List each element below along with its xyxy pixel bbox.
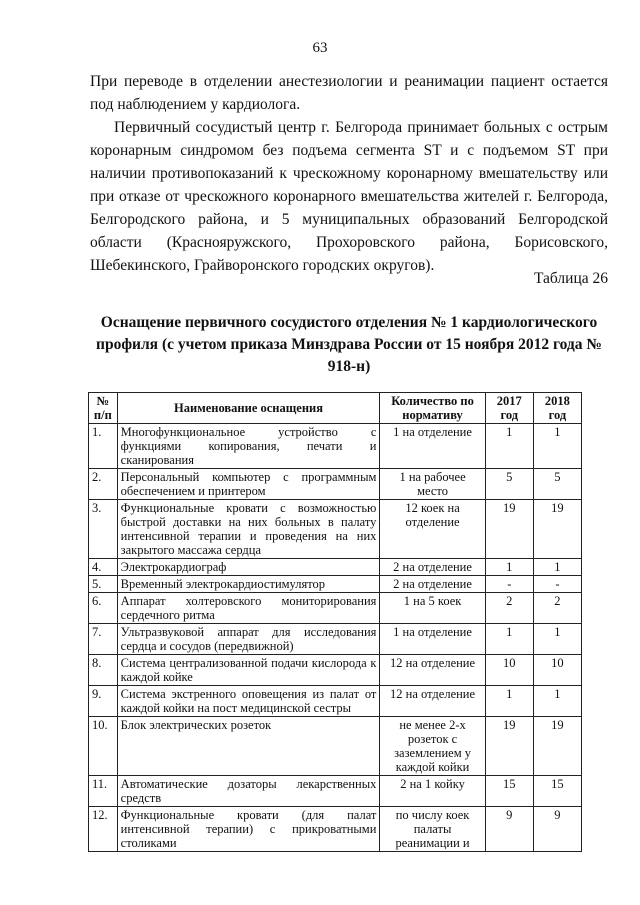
cell-2018: 15 <box>533 776 581 807</box>
equipment-table <box>88 392 582 852</box>
cell-name: Система экстренного оповещения из палат от каждой койки на пост медицинской сестры <box>117 686 380 717</box>
table-label: Таблица 26 <box>533 270 608 287</box>
cell-qty: 1 на 5 коек <box>380 593 485 624</box>
cell-2017: 15 <box>485 776 533 807</box>
table-row <box>89 717 582 776</box>
cell-2018: 1 <box>533 559 581 576</box>
cell-num: 6. <box>89 593 118 624</box>
cell-name: Система централизованной подачи кислорода к каждой койке <box>117 655 380 686</box>
cell-2017: 9 <box>485 807 533 852</box>
cell-2018: 9 <box>533 807 581 852</box>
cell-2018: - <box>533 576 581 593</box>
cell-qty: 1 на отделение <box>380 424 485 469</box>
table-row <box>89 655 582 686</box>
cell-2017: - <box>485 576 533 593</box>
cell-2017: 5 <box>485 469 533 500</box>
cell-2018: 5 <box>533 469 581 500</box>
cell-2017: 19 <box>485 500 533 559</box>
table-row <box>89 559 582 576</box>
cell-name: Временный электрокардиостимулятор <box>117 576 380 593</box>
header-qty: Количество по нормативу <box>380 393 485 424</box>
table-row <box>89 807 582 852</box>
header-name: Наименование оснащения <box>117 393 380 424</box>
cell-name: Персональный компьютер с программным обеспечением и принтером <box>117 469 380 500</box>
cell-name: Ультразвуковой аппарат для исследования сердца и сосудов (передвижной) <box>117 624 380 655</box>
cell-qty: 12 коек на отделение <box>380 500 485 559</box>
cell-qty: 2 на 1 койку <box>380 776 485 807</box>
cell-num: 2. <box>89 469 118 500</box>
cell-num: 10. <box>89 717 118 776</box>
cell-name: Многофункциональное устройство с функциями копирования, печати и сканирования <box>117 424 380 469</box>
cell-qty: 12 на отделение <box>380 655 485 686</box>
table-row <box>89 576 582 593</box>
cell-num: 1. <box>89 424 118 469</box>
cell-num: 4. <box>89 559 118 576</box>
table-header-row <box>89 393 582 424</box>
table-row <box>89 593 582 624</box>
cell-qty: по числу коек палаты реанимации и <box>380 807 485 852</box>
header-num: № п/п <box>89 393 118 424</box>
cell-num: 11. <box>89 776 118 807</box>
cell-name: Функциональные кровати с возможностью быстрой доставки на них больных в палату интенсивной терапии и проведения на них закрытого массажа сердца <box>117 500 380 559</box>
paragraph-2: Первичный сосудистый центр г. Белгорода принимает больных с острым коронарным синдромом без подъема сегмента ST и с подъемом ST при наличии противопоказаний к чрескожному коронарному вмешательству или при отказе от чрескожного коронарного вмешательства жителей г. Белгорода, Белгородского района, и 5 муниципальных образований Белгородской области (Краснояружского, Прохоровского района, Борисовского, Шебекинского, Грайворонского городских округов). <box>90 119 608 274</box>
table-row <box>89 424 582 469</box>
table-row <box>89 686 582 717</box>
table-row <box>89 469 582 500</box>
cell-2018: 1 <box>533 424 581 469</box>
cell-qty: не менее 2-х розеток с заземлением у каждой койки <box>380 717 485 776</box>
paragraph-1: При переводе в отделении анестезиологии и реанимации пациент остается под наблюдением у кардиолога. <box>90 73 608 113</box>
cell-2017: 1 <box>485 686 533 717</box>
cell-2018: 19 <box>533 500 581 559</box>
cell-2017: 1 <box>485 624 533 655</box>
cell-num: 9. <box>89 686 118 717</box>
cell-2018: 19 <box>533 717 581 776</box>
cell-2017: 1 <box>485 559 533 576</box>
table-row <box>89 500 582 559</box>
cell-2018: 10 <box>533 655 581 686</box>
table-row <box>89 624 582 655</box>
cell-2018: 2 <box>533 593 581 624</box>
header-2017: 2017 год <box>485 393 533 424</box>
cell-2017: 19 <box>485 717 533 776</box>
cell-num: 5. <box>89 576 118 593</box>
cell-2018: 1 <box>533 624 581 655</box>
cell-name: Автоматические дозаторы лекарственных средств <box>117 776 380 807</box>
cell-num: 8. <box>89 655 118 686</box>
header-2018: 2018 год <box>533 393 581 424</box>
cell-name: Электрокардиограф <box>117 559 380 576</box>
table-title: Оснащение первичного сосудистого отделения № 1 кардиологического профиля (с учетом приказа Минздрава России от 15 ноября 2012 года № 918-н) <box>96 314 602 375</box>
cell-qty: 1 на отделение <box>380 624 485 655</box>
cell-2018: 1 <box>533 686 581 717</box>
cell-num: 3. <box>89 500 118 559</box>
page-number: 63 <box>312 40 328 56</box>
cell-num: 7. <box>89 624 118 655</box>
cell-qty: 2 на отделение <box>380 576 485 593</box>
cell-2017: 1 <box>485 424 533 469</box>
cell-qty: 2 на отделение <box>380 559 485 576</box>
cell-qty: 1 на рабочее место <box>380 469 485 500</box>
cell-name: Блок электрических розеток <box>117 717 380 776</box>
cell-2017: 10 <box>485 655 533 686</box>
cell-name: Функциональные кровати (для палат интенсивной терапии) с прикроватными столиками <box>117 807 380 852</box>
cell-name: Аппарат холтеровского мониторирования сердечного ритма <box>117 593 380 624</box>
cell-2017: 2 <box>485 593 533 624</box>
table-row <box>89 776 582 807</box>
cell-num: 12. <box>89 807 118 852</box>
cell-qty: 12 на отделение <box>380 686 485 717</box>
